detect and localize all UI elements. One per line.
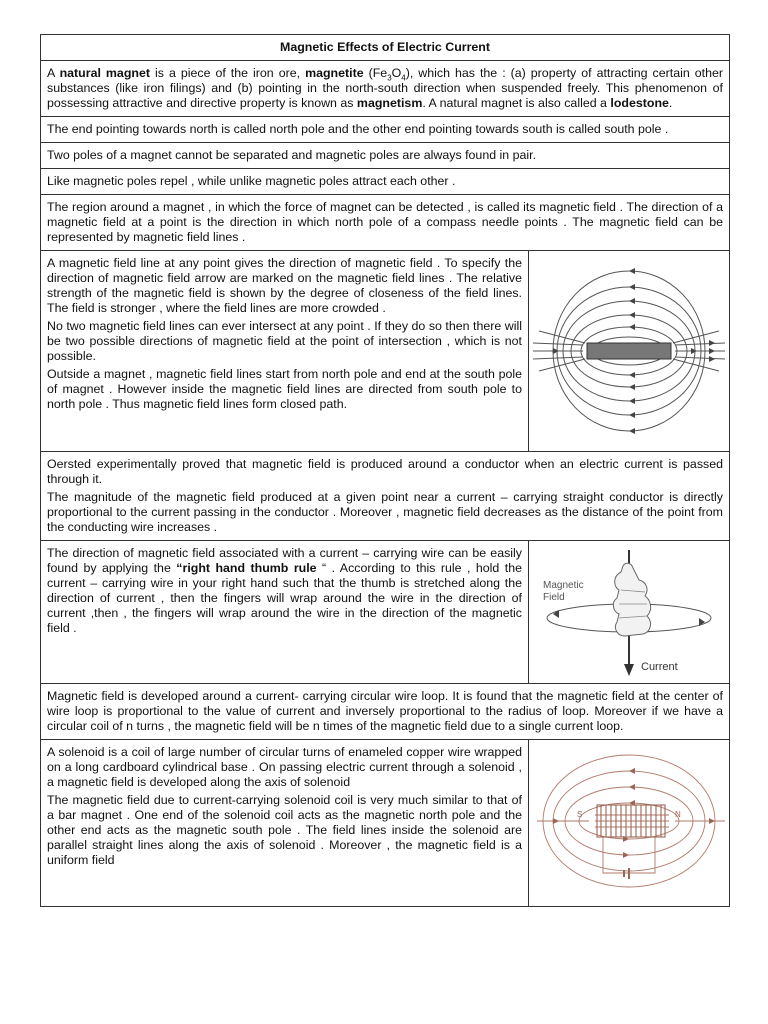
natural-magnet-row (41, 61, 730, 117)
magnetic-field-row (41, 195, 730, 251)
figure-label-current: Current (641, 661, 678, 673)
oersted-row (41, 452, 730, 541)
repel-text: Like magnetic poles repel , while unlike magnetic poles attract each other . (41, 169, 730, 195)
figure-label-field: Field (543, 592, 565, 603)
field-lines-row (41, 251, 730, 452)
poles-row (41, 117, 730, 143)
bar-magnet-figure-cell (529, 251, 730, 452)
field-lines-p1: A magnetic field line at any point gives the direction of magnetic field . To specify the direction of magnetic field arrow are marked on the magnetic field lines . The relative strength of the magnetic field is shown by the degree of closeness of the field lines. The field is stronger , where the field lines are more crowded . (47, 256, 522, 315)
thumb-rule-text: The direction of magnetic field associated with a current – carrying wire can be easily found by applying the “right hand thumb rule “ . According to this rule , hold the current – carrying wire in your right hand such that the thumb is stretched along the direction of current , then the fingers will wrap around the wire in the direction of current ,then , the fingers will wrap around the wire in the direction of the magnetic field . (41, 541, 529, 684)
poles-text: The end pointing towards north is called north pole and the other end pointing towards south is called south pole . (41, 117, 730, 143)
field-lines-p2: No two magnetic field lines can ever intersect at any point . If they do so then there will be two possible directions of magnetic field at the point of intersection , which is not possible. (47, 319, 522, 363)
title-row (41, 35, 730, 61)
solenoid-row (41, 740, 730, 907)
magnetic-field-text: The region around a magnet , in which the force of magnet can be detected , is called its magnetic field . The direction of a magnetic field at a point is the direction in which north pole of a compass needle points . The magnetic field can be represented by magnetic field lines . (41, 195, 730, 251)
solenoid-figure-cell (529, 740, 730, 907)
document-table (40, 34, 730, 907)
repel-row (41, 169, 730, 195)
field-lines-p3: Outside a magnet , magnetic field lines start from north pole and end at the south pole of magnet . However inside the magnetic field lines are directed from south pole to north pole . Thus magnetic field lines form closed path. (47, 367, 522, 411)
figure-label-n: N (675, 810, 681, 819)
bar-magnet-field-figure (529, 251, 729, 451)
solenoid-text (41, 740, 529, 907)
field-lines-text (41, 251, 529, 452)
solenoid-p2: The magnetic field due to current-carrying solenoid coil is very much similar to that of a bar magnet . One end of the solenoid coil acts as the magnetic north pole and the other end acts as the magnetic south pole . The field lines inside the solenoid are parallel straight lines along the axis of solenoid . Moreover , the magnetic field is a uniform field (47, 793, 522, 867)
natural-magnet-text: A natural magnet is a piece of the iron ore, magnetite $(Fe_3O_4)$, which has the : (a) property of attracting certain other substances (like iron filings) and (b) pointing in the north-south direction when suspended freely. This phenomenon of possessing attractive and directive property is known as magnetism. A natural magnet is also called a lodestone. (41, 61, 730, 117)
right-hand-thumb-figure (529, 542, 729, 682)
page-title: Magnetic Effects of Electric Current (41, 35, 730, 61)
solenoid-p1: A solenoid is a coil of large number of circular turns of enameled copper wire wrapped on a long cardboard cylindrical base . On passing electric current through a solenoid , a magnetic field is developed along the axis of solenoid (47, 745, 522, 789)
solenoid-field-figure (529, 743, 729, 903)
thumb-rule-figure-cell (529, 541, 730, 684)
oersted-p1: Oersted experimentally proved that magnetic field is produced around a conductor when an electric current is passed through it. (47, 457, 723, 486)
oersted-text (41, 452, 730, 541)
pair-text: Two poles of a magnet cannot be separated and magnetic poles are always found in pair. (41, 143, 730, 169)
oersted-p2: The magnitude of the magnetic field produced at a given point near a current – carrying straight conductor is directly proportional to the current passing in the conductor . Moreover , magnetic field decreases as the distance of the point from the conducting wire increases . (47, 490, 723, 534)
circular-loop-text: Magnetic field is developed around a current- carrying circular wire loop. It is found that the magnetic field at the center of wire loop is proportional to the value of current and inversely proportional to the radius of loop. Moreover if we have a circular coil of n turns , the magnetic field will be n times of the magnetic field due to a single current loop. (41, 684, 730, 740)
thumb-rule-row (41, 541, 730, 684)
circular-loop-row (41, 684, 730, 740)
figure-label-magnetic: Magnetic (543, 580, 584, 591)
figure-label-s: S (577, 810, 583, 819)
pair-row (41, 143, 730, 169)
